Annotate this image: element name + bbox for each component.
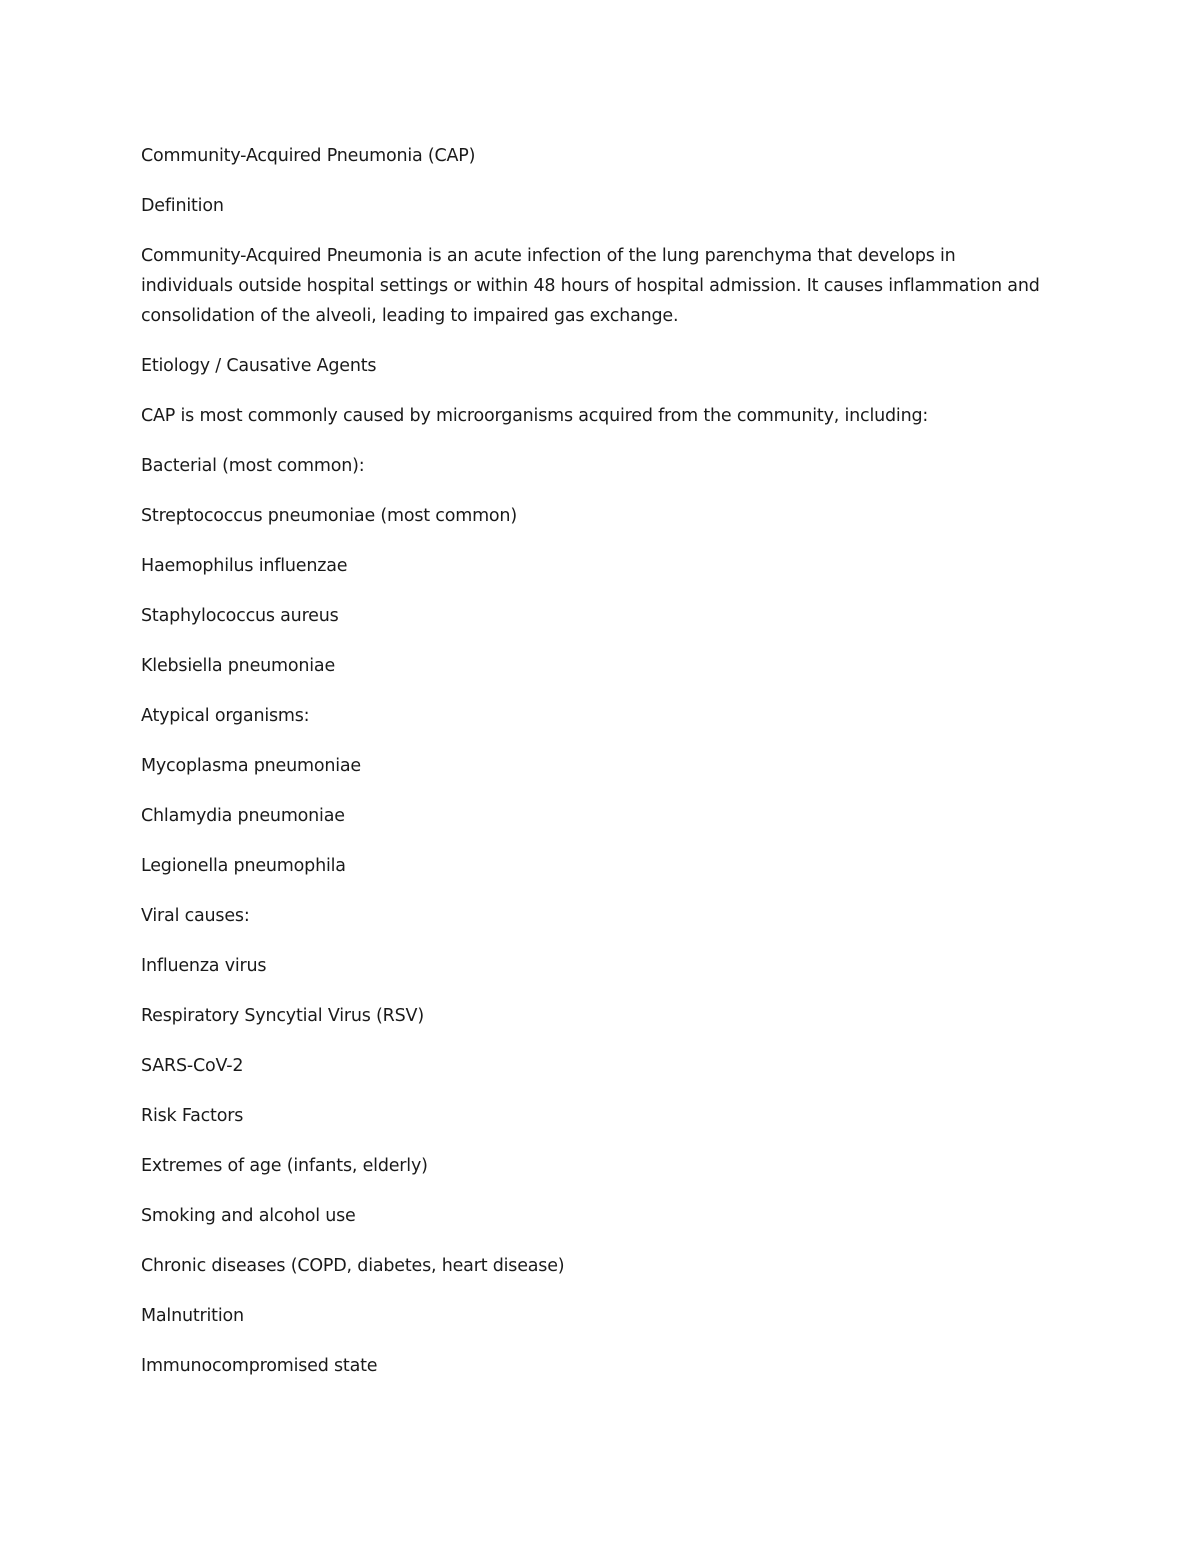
atypical-item: Mycoplasma pneumoniae <box>141 756 361 776</box>
etiology-heading: Etiology / Causative Agents <box>141 356 377 376</box>
viral-item: SARS-CoV-2 <box>141 1056 244 1076</box>
bacterial-heading: Bacterial (most common): <box>141 456 365 476</box>
etiology-intro: CAP is most commonly caused by microorganisms acquired from the community, including: <box>141 406 929 426</box>
definition-line: individuals outside hospital settings or within 48 hours of hospital admission. It causes inflammation and <box>141 276 1040 296</box>
document-body <box>141 141 1061 1401</box>
bacterial-item: Staphylococcus aureus <box>141 606 339 626</box>
risk-factor-item: Immunocompromised state <box>141 1356 378 1376</box>
definition-heading: Definition <box>141 196 224 216</box>
document-title: Community-Acquired Pneumonia (CAP) <box>141 146 476 166</box>
risk-factor-item: Malnutrition <box>141 1306 244 1326</box>
bacterial-item: Haemophilus influenzae <box>141 556 348 576</box>
atypical-item: Chlamydia pneumoniae <box>141 806 345 826</box>
atypical-item: Legionella pneumophila <box>141 856 346 876</box>
viral-item: Influenza virus <box>141 956 267 976</box>
atypical-heading: Atypical organisms: <box>141 706 310 726</box>
risk-factor-item: Extremes of age (infants, elderly) <box>141 1156 428 1176</box>
viral-heading: Viral causes: <box>141 906 250 926</box>
risk-factors-heading: Risk Factors <box>141 1106 244 1126</box>
definition-line: Community-Acquired Pneumonia is an acute infection of the lung parenchyma that develops in <box>141 246 956 266</box>
definition-line: consolidation of the alveoli, leading to impaired gas exchange. <box>141 306 679 326</box>
risk-factor-item: Chronic diseases (COPD, diabetes, heart disease) <box>141 1256 565 1276</box>
risk-factor-item: Smoking and alcohol use <box>141 1206 356 1226</box>
definition-paragraph <box>141 241 1061 331</box>
bacterial-item: Klebsiella pneumoniae <box>141 656 336 676</box>
viral-item: Respiratory Syncytial Virus (RSV) <box>141 1006 424 1026</box>
bacterial-item: Streptococcus pneumoniae (most common) <box>141 506 517 526</box>
